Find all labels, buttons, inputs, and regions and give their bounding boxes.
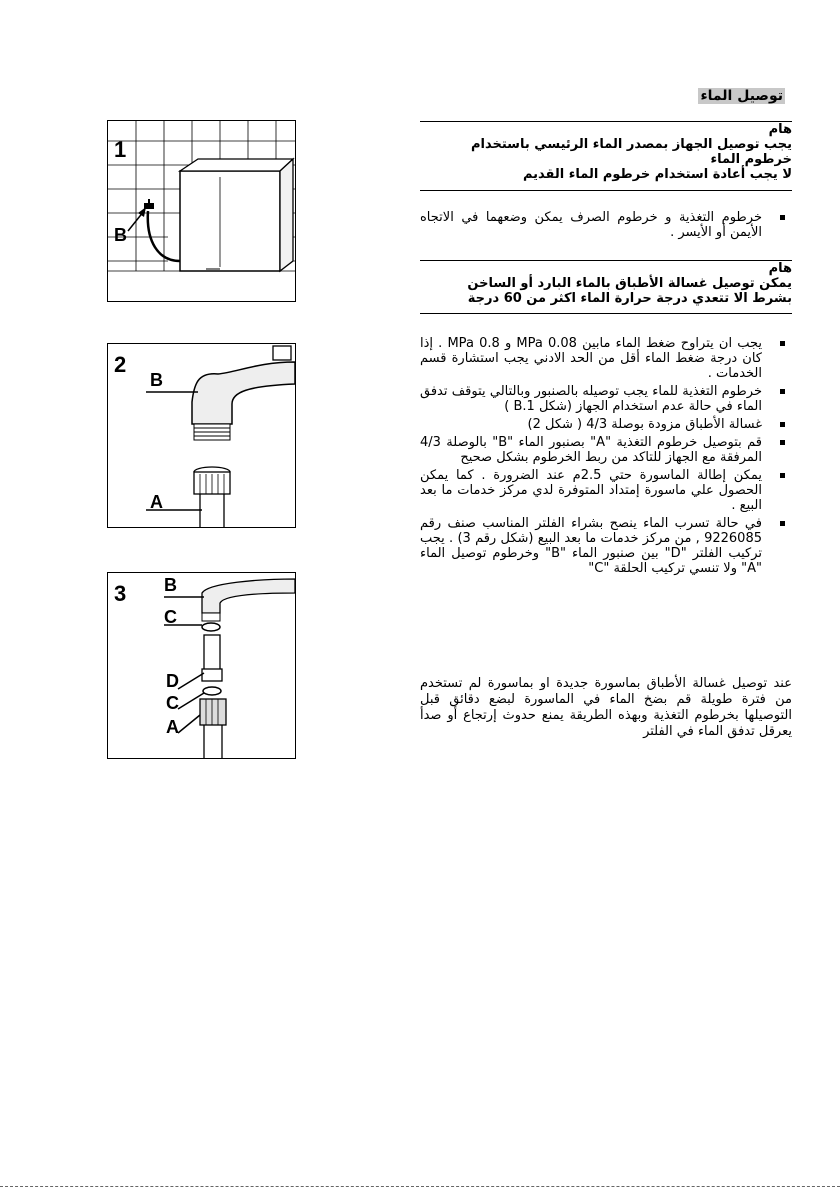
- figure-2: [107, 343, 296, 528]
- list-item: يجب ان يتراوح ضغط الماء مابين MPa 0.08 و 0.8 MPa . إذا كان درجة ضغط الماء أقل من الحد الادني يجب استشارة قسم الخدمات .: [420, 336, 792, 381]
- figure-3-label-d: D: [166, 671, 179, 691]
- list-item: يمكن إطالة الماسورة حتي 2.5م عند الضرورة . كما يمكن الحصول علي ماسورة إمتداد المتوفرة لدي مركز خدمات ما بعد البيع .: [420, 468, 792, 513]
- bullet-list-1: [420, 210, 792, 243]
- figure-3-label-c-top: C: [164, 607, 177, 627]
- figure-2-label-a: A: [150, 492, 163, 512]
- figure-1-number: 1: [114, 137, 127, 162]
- bullet-list-2: [420, 336, 792, 579]
- closing-paragraph: عند توصيل غسالة الأطباق بماسورة جديدة او بماسورة لم تستخدم من فترة طويلة قم بضخ الماء في الماسورة لبضع دقائق قبل التوصيلها بخرطوم التغذية وبهذه الطريقة يمنع حدوث إرتجاع أو صدأ يعرقل تدفق الماء في الفلتر: [420, 676, 792, 739]
- list-item: خرطوم التغذية للماء يجب توصيله بالصنبور وبالتالي يتوقف تدفق الماء في حالة عدم استخدام الجهاز (شكل B.1 ): [420, 384, 792, 414]
- figure-3: [107, 572, 296, 759]
- figure-1-label-b: B: [114, 225, 127, 245]
- figure-2-illustration: [108, 344, 295, 527]
- section-title-text: توصيل الماء: [700, 88, 783, 104]
- figure-3-label-b: B: [164, 575, 177, 595]
- important-heading-1: هام: [768, 122, 792, 137]
- important-line-2b: بشرط الا تتعدي درجة حرارة الماء اكثر من 60 درجة: [467, 291, 792, 306]
- list-item: خرطوم التغذية و خرطوم الصرف يمكن وضعهما في الاتجاه الأيمن أو الأيسر .: [420, 210, 792, 240]
- important-box-1: [420, 121, 792, 191]
- figure-3-label-c-bottom: C: [166, 693, 179, 713]
- figure-3-illustration: [108, 573, 295, 758]
- page-bottom-divider: [0, 1186, 840, 1187]
- list-item: قم بتوصيل خرطوم التغذية "A" بصنبور الماء "B" بالوصلة 4/3 المرفقة مع الجهاز للتاكد من ربط الخرطوم بشكل صحيح: [420, 435, 792, 465]
- section-title: [680, 88, 785, 104]
- important-line-2a: يمكن توصيل غسالة الأطباق بالماء البارد أو الساخن: [467, 276, 792, 291]
- important-line-1a: يجب توصيل الجهاز بمصدر الماء الرئيسي باستخدام خرطوم الماء: [470, 137, 792, 167]
- list-item: غسالة الأطباق مزودة بوصلة 4/3 ( شكل 2): [420, 417, 792, 432]
- important-heading-2: هام: [768, 261, 792, 276]
- figure-1: [107, 120, 296, 302]
- figure-2-label-b: B: [150, 370, 163, 390]
- important-box-2: [420, 260, 792, 314]
- figure-3-number: 3: [114, 581, 127, 606]
- figure-2-number: 2: [114, 352, 127, 377]
- figure-1-illustration: [108, 121, 295, 301]
- figure-3-label-a: A: [166, 717, 179, 737]
- important-line-1b: لا يجب أعادة استخدام خرطوم الماء القديم: [522, 167, 792, 182]
- list-item: في حالة تسرب الماء ينصح بشراء الفلتر المناسب صنف رقم 9226085 , من مركز خدمات ما بعد البيع (شكل رقم 3) . يجب تركيب الفلتر "D" بين صنبور الماء "B" وخرطوم توصيل الماء "A" ولا تنسي تركيب الحلقة "C": [420, 516, 792, 576]
